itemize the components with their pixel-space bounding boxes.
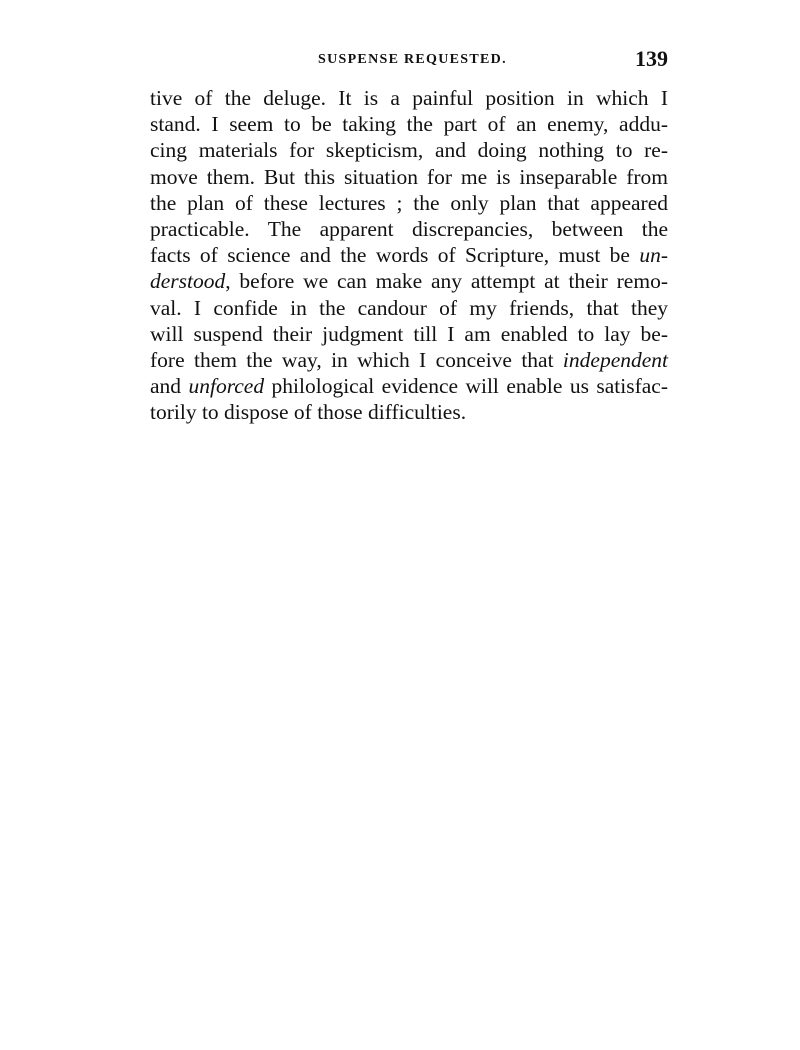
body-paragraph: [150, 85, 668, 426]
text-line: val. I confide in the candour of my friends, that they: [150, 295, 668, 320]
italic-emphasis: derstood: [150, 269, 226, 294]
text-line: stand. I seem to be taking the part of an enemy, addu-: [150, 112, 668, 137]
italic-emphasis: un-: [639, 243, 668, 268]
italic-emphasis: independent: [562, 348, 668, 373]
text-line: derstood, before we can make any attempt at their remo-: [150, 269, 668, 294]
text-line: practicable. The apparent discrepancies, between the: [150, 217, 668, 242]
text-line: torily to dispose of those difficulties.: [150, 400, 467, 425]
text-line: fore them the way, in which I conceive that independent: [150, 348, 668, 373]
text-line: the plan of these lectures ; the only plan that appeared: [150, 190, 668, 215]
running-head: [150, 46, 668, 76]
text-line: tive of the deluge. It is a painful position in which I: [150, 86, 668, 110]
running-head-title: SUSPENSE REQUESTED.: [318, 52, 507, 67]
text-line: move them. But this situation for me is inseparable from: [150, 164, 668, 189]
text-line: facts of science and the words of Scripture, must be un-: [150, 243, 668, 268]
text-line: cing materials for skepticism, and doing nothing to re-: [150, 138, 668, 163]
page-number: 139: [635, 46, 668, 71]
italic-emphasis: unforced: [188, 374, 265, 399]
text-line: will suspend their judgment till I am enabled to lay be-: [150, 321, 668, 346]
text-line: and unforced philological evidence will enable us satisfac-: [150, 374, 669, 399]
